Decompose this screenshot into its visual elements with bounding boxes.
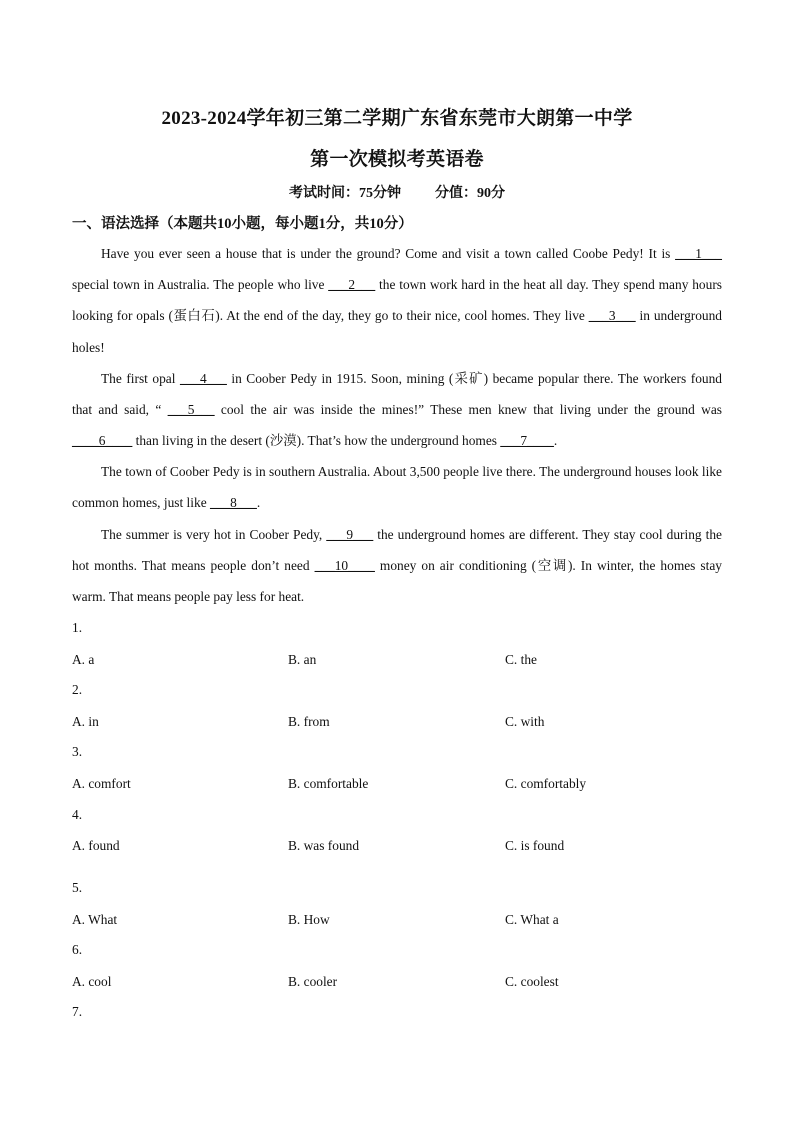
blank-2: ___2___ <box>328 277 376 293</box>
passage-text: The town of Coober Pedy is in southern Australia. About 3,500 people live there. The underground houses look like common homes, just like <box>72 464 722 511</box>
passage-text: Have you ever seen a house that is under the ground? Come and visit a town called Coobe Pedy! It is <box>101 246 676 261</box>
question-number: 3. <box>72 744 83 759</box>
option-c[interactable]: C. coolest <box>505 974 559 989</box>
exam-title-line1: 2023-2024学年初三第二学期广东省东莞市大朗第一中学 <box>161 108 633 129</box>
passage-text: cool the air was inside the mines!” These men knew that living under the ground was <box>214 402 722 418</box>
passage-text: special town in Australia. The people who live <box>72 277 329 293</box>
option-a[interactable]: A. comfort <box>72 776 131 791</box>
passage-text: the underground homes are different. They stay cool during the hot months. That means people don’t need <box>72 527 723 574</box>
option-b[interactable]: B. an <box>288 652 317 667</box>
passage-paragraph-4 <box>72 519 722 613</box>
question-number: 4. <box>72 807 83 822</box>
passage-text: . <box>256 495 261 511</box>
exam-title-line2: 第一次模拟考英语卷 <box>310 149 484 170</box>
passage-text: in underground holes! <box>72 308 723 355</box>
passage-text: than living in the desert (沙漠). That’s how the underground homes <box>132 433 501 449</box>
option-b[interactable]: B. from <box>288 714 330 729</box>
option-c[interactable]: C. the <box>505 652 537 667</box>
option-a[interactable]: A. a <box>72 652 95 667</box>
blank-10: ___10____ <box>314 558 375 574</box>
passage-text: in Coober Pedy in 1915. Soon, mining (采矿) became popular there. The workers found that and said, “ <box>72 371 722 418</box>
option-b[interactable]: B. cooler <box>288 974 338 989</box>
option-a[interactable]: A. in <box>72 714 99 729</box>
passage-text: The summer is very hot in Coober Pedy, <box>101 527 327 542</box>
exam-score: 分值：90分 <box>435 186 505 201</box>
passage-text: the town work hard in the heat all day. They spend many hours looking for opals (蛋白石). At the end of the day, they go to their nice, cool homes. They live <box>72 277 722 324</box>
option-b[interactable]: B. comfortable <box>288 776 369 791</box>
option-b[interactable]: B. How <box>288 912 330 927</box>
option-c[interactable]: C. comfortably <box>505 776 587 791</box>
blank-5: ___5___ <box>167 402 215 418</box>
blank-6: ____6____ <box>72 433 133 449</box>
option-c[interactable]: C. is found <box>505 838 565 853</box>
option-a[interactable]: A. found <box>72 838 120 853</box>
option-c[interactable]: C. with <box>505 714 545 729</box>
blank-7: ___7____ <box>500 433 554 449</box>
question-number: 2. <box>72 682 83 697</box>
passage-paragraph-1 <box>72 238 722 363</box>
exam-time: 考试时间：75分钟 <box>289 186 401 201</box>
blank-8: ___8___ <box>210 495 257 511</box>
option-b[interactable]: B. was found <box>288 838 360 853</box>
blank-1: ___1___ <box>675 246 722 261</box>
blank-9: ___9___ <box>326 527 374 542</box>
passage-text: The first opal <box>101 371 180 386</box>
option-a[interactable]: A. What <box>72 912 118 927</box>
exam-meta <box>0 182 794 202</box>
passage-paragraph-3 <box>72 456 722 518</box>
passage-text: . <box>553 433 558 449</box>
question-number: 1. <box>72 620 83 635</box>
blank-3: ___3___ <box>588 308 636 324</box>
question-number: 6. <box>72 942 83 957</box>
passage-text: money on air conditioning (空调). In winter, the homes stay warm. That means people pay less for heat. <box>72 558 722 605</box>
section-heading: 一、语法选择（本题共10小题，每小题1分，共10分） <box>72 216 413 232</box>
question-number: 5. <box>72 880 83 895</box>
option-a[interactable]: A. cool <box>72 974 112 989</box>
option-c[interactable]: C. What a <box>505 912 559 927</box>
blank-4: ___4___ <box>179 371 227 386</box>
question-number: 7. <box>72 1004 83 1019</box>
passage-paragraph-2 <box>72 363 722 457</box>
